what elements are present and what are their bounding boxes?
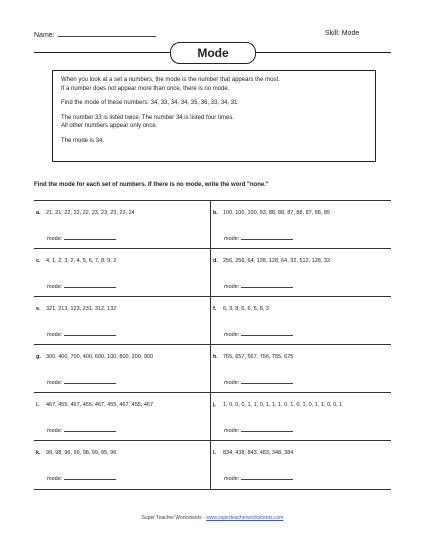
problem-numbers: 6, 3, 8, 6, 6, 5, 8, 3 (223, 306, 269, 312)
problem-row (34, 440, 391, 490)
answer-blank[interactable] (64, 378, 116, 384)
problem-row (34, 296, 391, 345)
problem-letter: j. (213, 402, 217, 408)
problem-numbers: 99, 98, 96, 99, 98, 99, 95, 96 (46, 450, 117, 456)
problem-letter: f. (213, 306, 217, 312)
problem-c (34, 249, 210, 297)
mode-label: mode: (47, 284, 63, 290)
problem-numbers: 467, 455, 467, 455, 467, 455, 467, 455, 467 (46, 402, 154, 408)
problem-letter: e. (36, 306, 41, 312)
problem-numbers: 765, 657, 567, 756, 755, 675 (223, 354, 294, 360)
mode-label: mode: (47, 236, 63, 242)
footer-link[interactable]: www.superteacherworksheets.com (206, 515, 284, 521)
explanation-box (52, 70, 376, 162)
name-field[interactable] (34, 30, 156, 39)
page-title: Mode (170, 42, 256, 64)
problem-letter: g. (36, 354, 41, 360)
problem-f (211, 297, 387, 345)
answer-blank[interactable] (64, 426, 116, 432)
mode-label: mode: (224, 380, 240, 386)
answer-blank[interactable] (241, 474, 293, 480)
problem-e (34, 297, 210, 345)
problem-i (34, 393, 210, 441)
problem-numbers: 256, 256, 64, 128, 128, 64, 32, 512, 128, 32 (223, 258, 331, 264)
name-label: Name: (34, 32, 55, 39)
problem-row (34, 344, 391, 393)
info-line: If a number does not appear more than once, there is no mode. (61, 85, 230, 92)
instructions: Find the mode for each set of numbers. If there is no mode, write the word "none." (34, 182, 269, 188)
footer-text: Super Teacher Worksheets - (141, 515, 207, 521)
problem-numbers: 834, 438, 843, 483, 348, 384 (223, 450, 294, 456)
problem-j (211, 393, 387, 441)
problem-row (34, 200, 391, 249)
problem-numbers: 321, 213, 123, 231, 312, 132 (46, 306, 117, 312)
problem-d (211, 249, 387, 297)
footer (0, 515, 425, 521)
answer-blank[interactable] (64, 282, 116, 288)
info-line: The mode is 34. (61, 137, 105, 144)
problem-grid (34, 200, 391, 489)
problem-letter: k. (36, 450, 41, 456)
problem-numbers: 4, 1, 2, 3, 2, 4, 5, 6, 7, 8, 9, 2 (46, 258, 117, 264)
problem-a (34, 201, 210, 249)
mode-label: mode: (224, 428, 240, 434)
answer-blank[interactable] (241, 426, 293, 432)
mode-label: mode: (224, 236, 240, 242)
info-line: When you look at a set a numbers, the mode is the number that appears the most. (61, 77, 280, 83)
answer-blank[interactable] (64, 474, 116, 480)
problem-letter: c. (36, 258, 41, 264)
answer-blank[interactable] (241, 234, 293, 240)
mode-label: mode: (47, 476, 63, 482)
mode-label: mode: (224, 284, 240, 290)
problem-letter: i. (36, 402, 40, 408)
problem-h (211, 345, 387, 393)
problem-letter: b. (213, 210, 218, 216)
problem-b (211, 201, 387, 249)
mode-label: mode: (47, 332, 63, 338)
mode-label: mode: (47, 428, 63, 434)
problem-k (34, 441, 210, 489)
answer-blank[interactable] (241, 330, 293, 336)
problem-numbers: 100, 100, 100, 93, 88, 88, 87, 88, 87, 88, 85 (223, 210, 331, 216)
answer-blank[interactable] (64, 234, 116, 240)
skill-label: Skill: Mode (325, 30, 360, 37)
answer-blank[interactable] (241, 378, 293, 384)
problem-letter: h. (213, 354, 218, 360)
mode-label: mode: (224, 476, 240, 482)
info-line: The number 33 is listed twice. The number 34 is listed four times. (61, 114, 234, 121)
name-blank[interactable] (58, 30, 156, 37)
problem-letter: d. (213, 258, 218, 264)
problem-numbers: 300, 400, 700, 400, 600, 100, 800, 200, 900 (46, 354, 154, 360)
problem-numbers: 21, 21, 22, 22, 22, 23, 23, 23, 23, 24 (46, 210, 135, 216)
answer-blank[interactable] (241, 282, 293, 288)
mode-label: mode: (224, 332, 240, 338)
problem-letter: l. (213, 450, 217, 456)
problem-g (34, 345, 210, 393)
answer-blank[interactable] (64, 330, 116, 336)
problem-numbers: 1, 0, 0, 0, 1, 1, 0, 1, 1, 1, 0, 1, 0, 1, 0, 1, 1, 0, 0, 1 (223, 402, 343, 408)
info-line: Find the mode of these numbers: 34, 33, 34, 34, 35, 36, 33, 34, 31 (61, 100, 238, 106)
problem-letter: a. (36, 210, 41, 216)
problem-row (34, 392, 391, 441)
info-line: All other numbers appear only once. (61, 123, 158, 129)
problem-l (211, 441, 387, 489)
mode-label: mode: (47, 380, 63, 386)
problem-row (34, 248, 391, 297)
